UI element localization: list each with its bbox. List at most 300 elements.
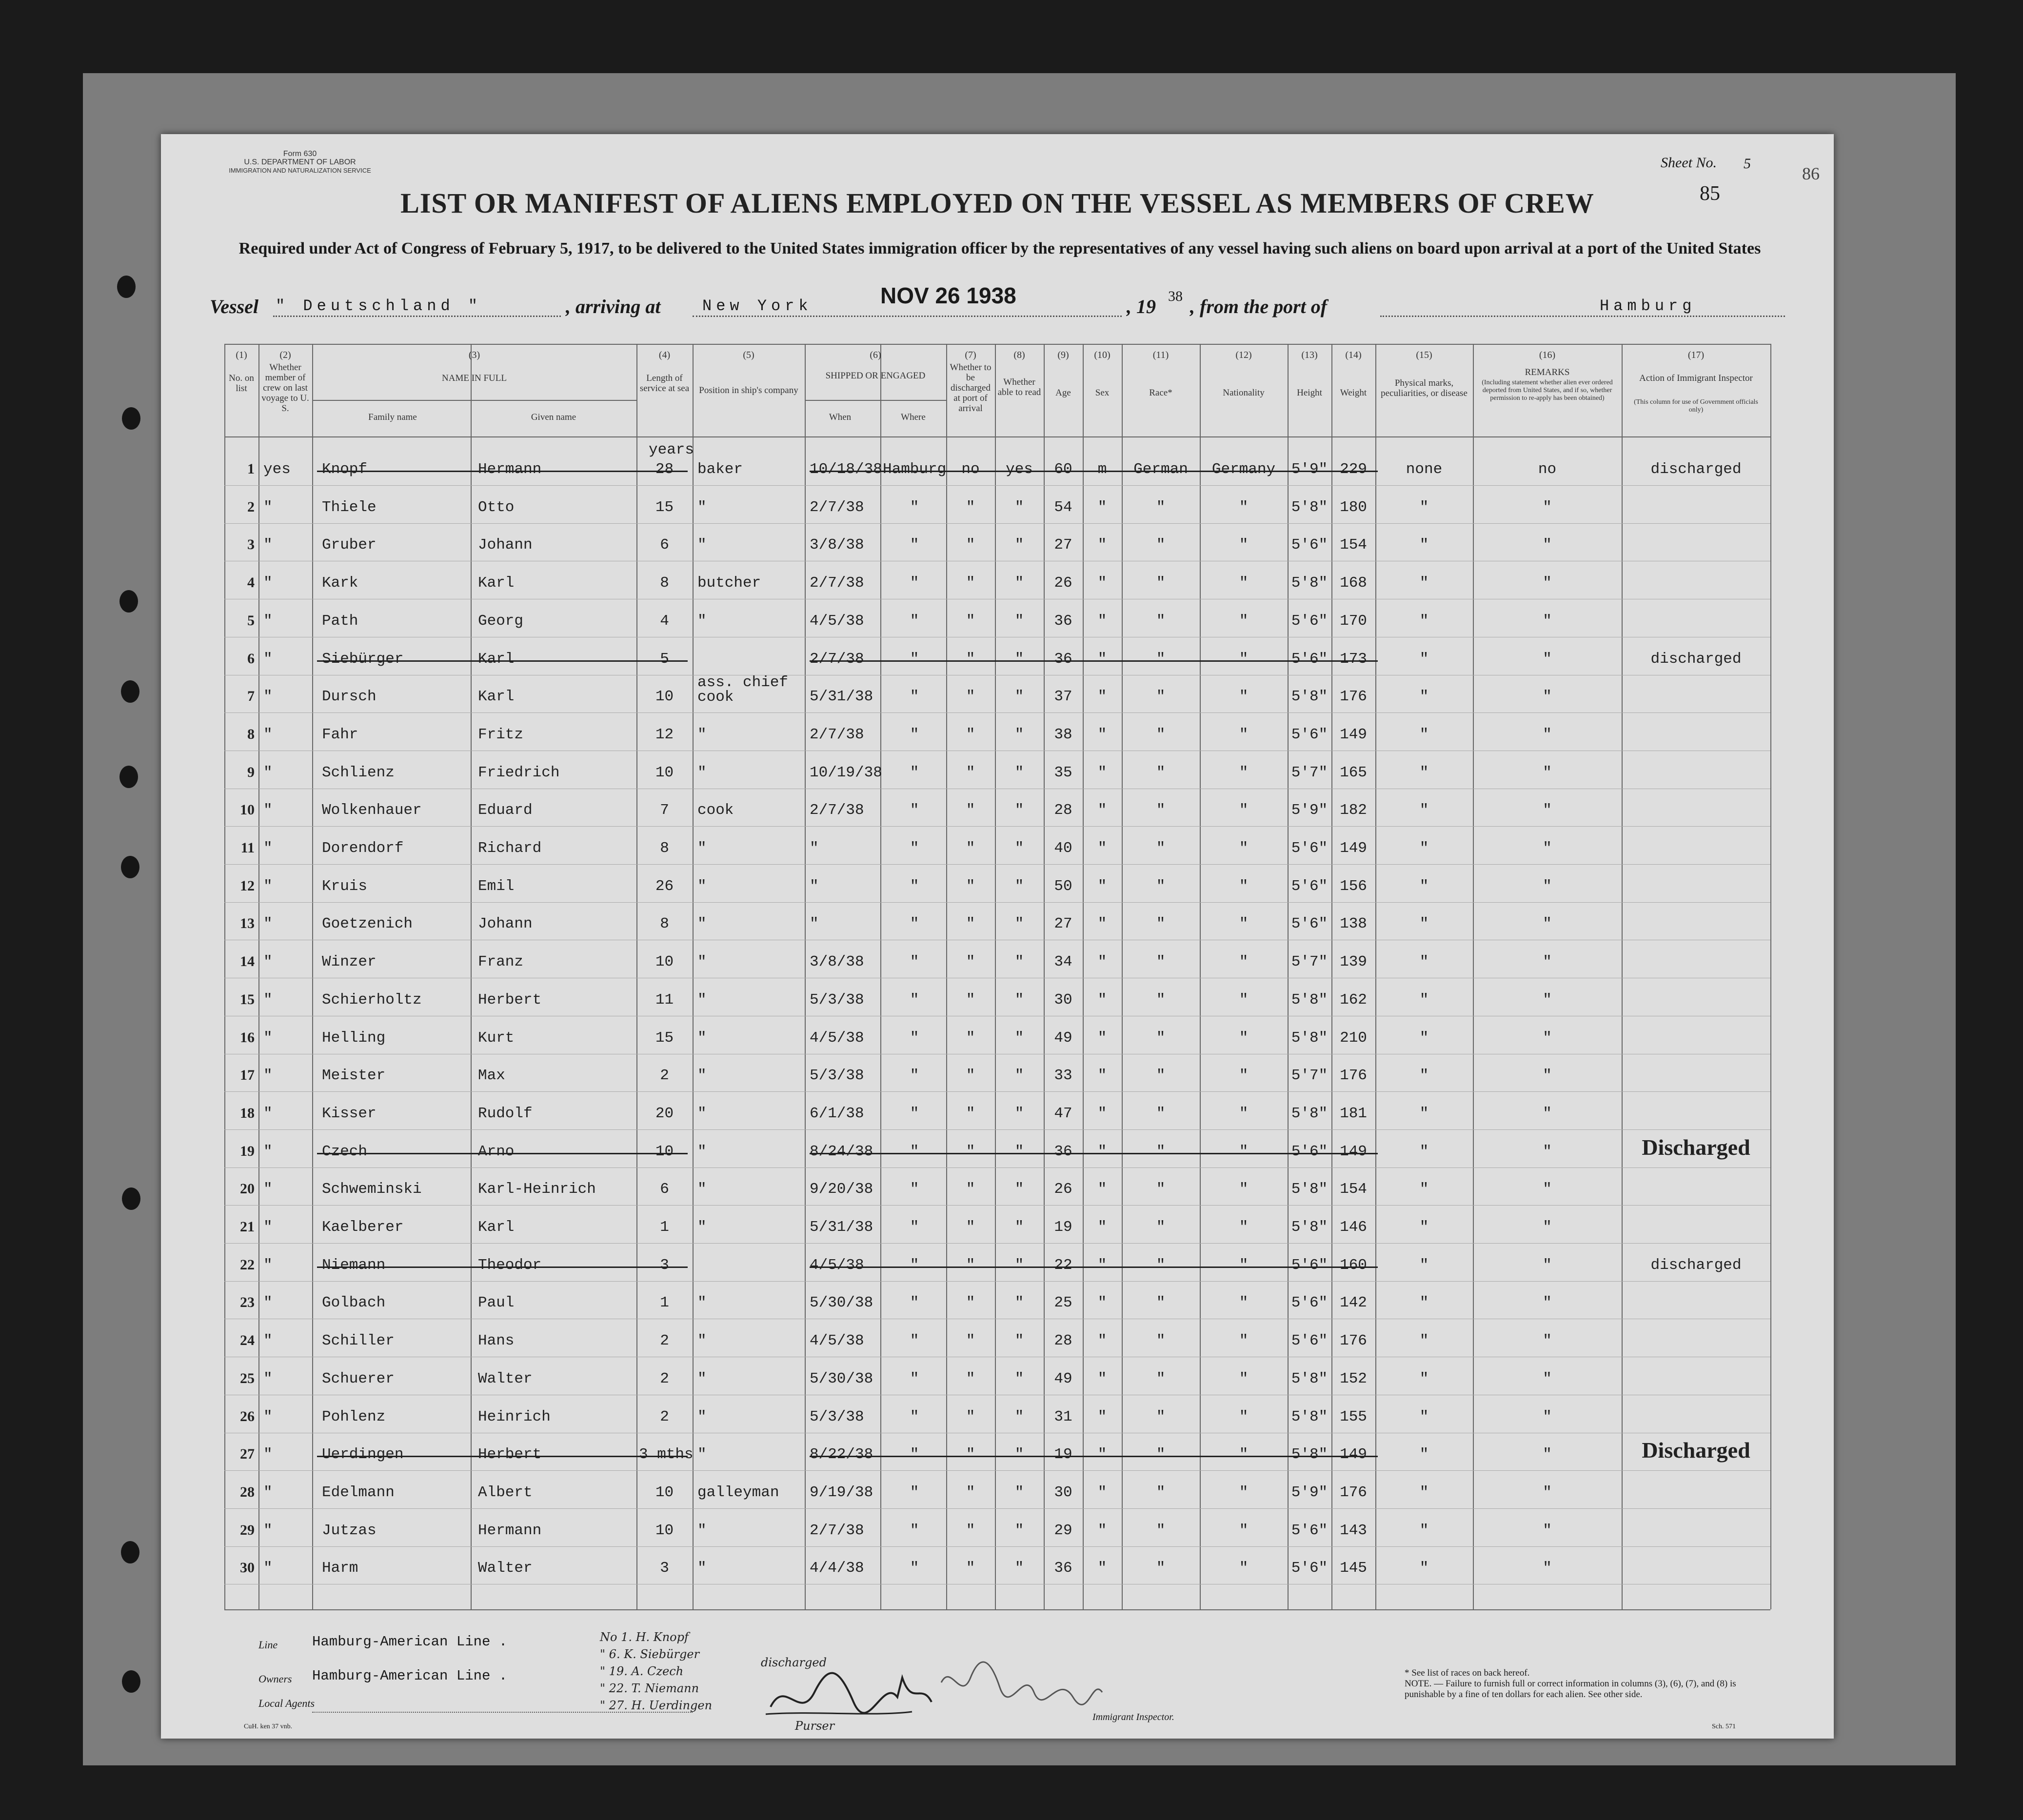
discharged-cell: ": [966, 1256, 975, 1274]
sex-cell: ": [1097, 915, 1107, 933]
discharged-cell: ": [966, 1522, 975, 1539]
height-cell: 5'9": [1291, 461, 1328, 478]
family-name-cell: Schiller: [322, 1332, 395, 1350]
nationality-cell: ": [1239, 764, 1249, 781]
age-cell: 36: [1054, 1560, 1072, 1577]
age-cell: 40: [1054, 840, 1072, 857]
able-read-cell: ": [1014, 764, 1024, 781]
nationality-cell: ": [1239, 1522, 1249, 1539]
shipped-where-cell: ": [910, 1560, 919, 1577]
weight-cell: 229: [1340, 461, 1367, 478]
race-cell: ": [1156, 498, 1166, 516]
header-position: Position in ship's company: [699, 385, 798, 396]
col-num: (17): [1687, 350, 1705, 360]
family-name-cell: Kisser: [322, 1105, 377, 1122]
given-name-cell: Karl: [478, 688, 515, 706]
given-name-cell: Johann: [478, 915, 533, 933]
shipped-where-cell: ": [910, 726, 919, 743]
height-cell: 5'8": [1291, 1029, 1328, 1047]
shipped-when-cell: ": [810, 840, 819, 857]
length-service-cell: 8: [660, 915, 669, 933]
able-read-cell: ": [1014, 536, 1024, 554]
sex-cell: ": [1097, 1408, 1107, 1425]
remarks-cell: ": [1543, 726, 1552, 743]
row-rule: [224, 1167, 1770, 1168]
nationality-cell: ": [1239, 802, 1249, 819]
length-service-cell: 1: [660, 1219, 669, 1236]
height-cell: 5'8": [1291, 1408, 1328, 1425]
remarks-cell: ": [1543, 802, 1552, 819]
nationality-cell: ": [1239, 1105, 1249, 1122]
nationality-cell: ": [1239, 1256, 1249, 1274]
discharge-notes: No 1. H. Knopf " 6. K. Siebürger " 19. A. Czech " 22. T. Niemann " 27. H. Uerdingen: [600, 1630, 713, 1712]
row-number: 12: [240, 877, 255, 894]
height-cell: 5'9": [1291, 802, 1328, 819]
binder-hole: [122, 1670, 140, 1693]
length-service-cell: 2: [660, 1370, 669, 1387]
family-name-cell: Dursch: [322, 688, 377, 706]
race-cell: ": [1156, 764, 1166, 781]
header-crew-last-voyage: Whether member of crew on last voyage to U. S.: [261, 362, 309, 414]
row-number: 27: [240, 1446, 255, 1463]
row-number: 9: [247, 764, 255, 780]
strike-through-line: [810, 660, 1378, 662]
family-name-cell: Uerdingen: [322, 1446, 404, 1464]
height-cell: 5'6": [1291, 1294, 1328, 1312]
discharged-cell: ": [966, 1294, 975, 1312]
row-number: 18: [240, 1105, 255, 1121]
binder-hole: [122, 1187, 140, 1210]
discharged-cell: ": [966, 915, 975, 933]
sex-cell: ": [1097, 1105, 1107, 1122]
physical-cell: ": [1419, 1143, 1429, 1160]
given-name-cell: Heinrich: [478, 1408, 551, 1425]
shipped-where-cell: ": [910, 1446, 919, 1464]
length-service-cell: 6: [660, 536, 669, 554]
remarks-cell: ": [1543, 1560, 1552, 1577]
physical-cell: ": [1419, 1029, 1429, 1047]
crew-last-voyage-cell: yes: [263, 461, 291, 478]
shipped-when-cell: 5/30/38: [810, 1370, 873, 1387]
crew-last-voyage-cell: ": [263, 1560, 273, 1577]
family-name-cell: Path: [322, 612, 358, 630]
header-length-service: Length of service at sea: [639, 373, 690, 394]
position-cell: ": [697, 1446, 707, 1464]
given-name-cell: Karl: [478, 1219, 515, 1236]
crew-last-voyage-cell: ": [263, 1219, 273, 1236]
given-name-cell: Kurt: [478, 1029, 515, 1047]
given-name-cell: Walter: [478, 1370, 533, 1387]
physical-cell: ": [1419, 953, 1429, 971]
crew-last-voyage-cell: ": [263, 877, 273, 895]
position-cell: ": [697, 536, 707, 554]
crew-last-voyage-cell: ": [263, 1143, 273, 1160]
family-name-cell: Fahr: [322, 726, 358, 743]
physical-cell: ": [1419, 915, 1429, 933]
position-cell: ": [697, 726, 707, 743]
given-name-cell: Richard: [478, 840, 542, 857]
physical-cell: ": [1419, 991, 1429, 1009]
shipped-where-cell: ": [910, 1332, 919, 1350]
crew-last-voyage-cell: ": [263, 1256, 273, 1274]
crew-last-voyage-cell: ": [263, 498, 273, 516]
strike-through-line: [317, 1456, 688, 1457]
length-service-cell: 10: [655, 764, 674, 781]
race-cell: ": [1156, 1370, 1166, 1387]
remarks-cell: ": [1543, 915, 1552, 933]
shipped-when-cell: ": [810, 915, 819, 933]
sex-cell: ": [1097, 840, 1107, 857]
family-name-cell: Edelmann: [322, 1484, 395, 1501]
length-service-cell: 10: [655, 953, 674, 971]
discharged-cell: ": [966, 802, 975, 819]
shipped-when-cell: 5/3/38: [810, 1067, 864, 1085]
race-cell: ": [1156, 840, 1166, 857]
able-read-cell: ": [1014, 1408, 1024, 1425]
age-cell: 19: [1054, 1219, 1072, 1236]
given-name-cell: Karl: [478, 574, 515, 592]
weight-cell: 176: [1340, 1332, 1367, 1350]
shipped-where-cell: ": [910, 1408, 919, 1425]
position-cell: ": [697, 1332, 707, 1350]
row-rule: [224, 1243, 1770, 1244]
family-name-cell: Czech: [322, 1143, 368, 1160]
strike-through-line: [810, 1266, 1378, 1268]
age-cell: 30: [1054, 991, 1072, 1009]
row-rule: [224, 1205, 1770, 1206]
age-cell: 33: [1054, 1067, 1072, 1085]
length-service-cell: 2: [660, 1332, 669, 1350]
from-label: , from the port of: [1190, 296, 1328, 317]
physical-cell: ": [1419, 1105, 1429, 1122]
race-cell: ": [1156, 991, 1166, 1009]
age-cell: 28: [1054, 802, 1072, 819]
year-label: , 19: [1127, 296, 1156, 317]
weight-cell: 176: [1340, 688, 1367, 706]
position-cell: ": [697, 764, 707, 781]
shipped-where-cell: ": [910, 1143, 919, 1160]
family-name-cell: Pohlenz: [322, 1408, 386, 1425]
crew-last-voyage-cell: ": [263, 650, 273, 668]
col-num: (3): [468, 350, 480, 360]
line-value: Hamburg-American Line .: [312, 1634, 508, 1650]
col-num: (6): [870, 350, 881, 360]
inspector-label: Immigrant Inspector.: [1092, 1712, 1174, 1722]
length-service-cell: 28: [655, 461, 674, 478]
discharged-cell: ": [966, 953, 975, 971]
physical-cell: ": [1419, 877, 1429, 895]
given-name-cell: Emil: [478, 877, 515, 895]
height-cell: 5'6": [1291, 536, 1328, 554]
family-name-cell: Jutzas: [322, 1522, 377, 1539]
shipped-where-cell: ": [910, 1219, 919, 1236]
position-cell: ": [697, 1105, 707, 1122]
col-num: (10): [1094, 350, 1111, 360]
sex-cell: ": [1097, 1446, 1107, 1464]
height-cell: 5'8": [1291, 574, 1328, 592]
shipped-where-cell: ": [910, 764, 919, 781]
race-cell: ": [1156, 612, 1166, 630]
height-cell: 5'7": [1291, 1067, 1328, 1085]
able-read-cell: ": [1014, 726, 1024, 743]
position-cell: baker: [697, 461, 743, 478]
nationality-cell: ": [1239, 991, 1249, 1009]
remarks-cell: ": [1543, 1143, 1552, 1160]
header-height: Height: [1297, 388, 1322, 398]
given-name-cell: Paul: [478, 1294, 515, 1312]
height-cell: 5'8": [1291, 688, 1328, 706]
purser-and-inspector-signatures: [756, 1648, 1107, 1726]
discharged-cell: ": [966, 1067, 975, 1085]
vessel-line: [210, 283, 1795, 324]
discharged-cell: ": [966, 1370, 975, 1387]
position-cell: cook: [697, 802, 734, 819]
length-service-cell: 12: [655, 726, 674, 743]
able-read-cell: ": [1014, 1029, 1024, 1047]
length-service-cell: 3: [660, 1256, 669, 1274]
header-sex: Sex: [1095, 388, 1110, 398]
family-name-cell: Wolkenhauer: [322, 802, 422, 819]
race-cell: ": [1156, 915, 1166, 933]
height-cell: 5'9": [1291, 1484, 1328, 1501]
crew-table: [224, 344, 1770, 1609]
sex-cell: ": [1097, 953, 1107, 971]
binder-hole: [122, 407, 140, 430]
sex-cell: ": [1097, 612, 1107, 630]
row-number: 30: [240, 1560, 255, 1576]
sex-cell: ": [1097, 536, 1107, 554]
family-name-cell: Schierholtz: [322, 991, 422, 1009]
physical-cell: ": [1419, 1484, 1429, 1501]
header-nationality: Nationality: [1223, 388, 1265, 398]
shipped-when-cell: 2/7/38: [810, 498, 864, 516]
col-num: (2): [279, 350, 291, 360]
given-name-cell: Hans: [478, 1332, 515, 1350]
age-cell: 49: [1054, 1029, 1072, 1047]
race-cell: ": [1156, 877, 1166, 895]
height-cell: 5'8": [1291, 1219, 1328, 1236]
able-read-cell: ": [1014, 1067, 1024, 1085]
family-name-cell: Winzer: [322, 953, 377, 971]
remarks-cell: ": [1543, 1408, 1552, 1425]
remarks-cell: ": [1543, 1370, 1552, 1387]
shipped-where-cell: ": [910, 1256, 919, 1274]
length-service-cell: 2: [660, 1067, 669, 1085]
age-cell: 27: [1054, 536, 1072, 554]
remarks-cell: ": [1543, 1522, 1552, 1539]
family-name-cell: Kruis: [322, 877, 368, 895]
row-rule: [224, 1546, 1770, 1547]
crew-last-voyage-cell: ": [263, 1029, 273, 1047]
remarks-cell: ": [1543, 764, 1552, 781]
discharged-cell: ": [966, 688, 975, 706]
shipped-when-cell: 5/30/38: [810, 1294, 873, 1312]
manifest-footer: [224, 1619, 1770, 1731]
able-read-cell: ": [1014, 1143, 1024, 1160]
race-cell: ": [1156, 1067, 1166, 1085]
position-cell: ": [697, 915, 707, 933]
weight-cell: 165: [1340, 764, 1367, 781]
discharged-cell: ": [966, 498, 975, 516]
agents-label: Local Agents: [258, 1697, 315, 1709]
remarks-cell: ": [1543, 1067, 1552, 1085]
origin-port: Hamburg: [1600, 297, 1696, 315]
discharged-cell: ": [966, 536, 975, 554]
row-rule: [224, 1508, 1770, 1509]
remarks-cell: ": [1543, 991, 1552, 1009]
sex-cell: m: [1097, 461, 1107, 478]
sheet-number: 5: [1744, 156, 1751, 172]
shipped-where-cell: ": [910, 1522, 919, 1539]
race-cell: ": [1156, 1219, 1166, 1236]
vessel-name: " Deutschland ": [276, 297, 482, 315]
shipped-when-cell: 5/3/38: [810, 991, 864, 1009]
shipped-when-cell: 2/7/38: [810, 726, 864, 743]
length-service-cell: 20: [655, 1105, 674, 1122]
sex-cell: ": [1097, 1522, 1107, 1539]
header-when: When: [829, 412, 852, 422]
discharged-cell: ": [966, 877, 975, 895]
position-cell: ": [697, 612, 707, 630]
shipped-when-cell: 4/5/38: [810, 1332, 864, 1350]
shipped-when-cell: 3/8/38: [810, 953, 864, 971]
crew-last-voyage-cell: ": [263, 574, 273, 592]
row-number: 20: [240, 1181, 255, 1197]
header-action-sub: (This column for use of Government officials only): [1634, 398, 1758, 414]
nationality-cell: ": [1239, 915, 1249, 933]
shipped-when-cell: 4/4/38: [810, 1560, 864, 1577]
race-cell: ": [1156, 726, 1166, 743]
shipped-when-cell: ": [810, 877, 819, 895]
crew-last-voyage-cell: ": [263, 802, 273, 819]
position-cell: ": [697, 1181, 707, 1198]
sex-cell: ": [1097, 688, 1107, 706]
action-cell: discharged: [1650, 461, 1742, 478]
row-rule: [224, 1281, 1770, 1282]
weight-cell: 181: [1340, 1105, 1367, 1122]
race-cell: ": [1156, 1181, 1166, 1198]
col-num: (12): [1235, 350, 1252, 360]
height-cell: 5'8": [1291, 1105, 1328, 1122]
position-cell: butcher: [697, 574, 761, 592]
form-code-right: Sch. 571: [1712, 1723, 1736, 1730]
remarks-cell: ": [1543, 1294, 1552, 1312]
row-rule: [224, 1129, 1770, 1130]
sex-cell: ": [1097, 1370, 1107, 1387]
remarks-cell: ": [1543, 840, 1552, 857]
age-cell: 35: [1054, 764, 1072, 781]
corner-number: 86: [1802, 164, 1820, 183]
discharged-cell: ": [966, 1484, 975, 1501]
age-cell: 47: [1054, 1105, 1072, 1122]
length-service-cell: 11: [655, 991, 674, 1009]
nationality-cell: ": [1239, 1560, 1249, 1577]
binder-hole: [121, 680, 139, 703]
year-value: 38: [1168, 288, 1183, 304]
crew-last-voyage-cell: ": [263, 764, 273, 781]
shipped-when-cell: 9/20/38: [810, 1181, 873, 1198]
given-name-cell: Herbert: [478, 991, 542, 1009]
weight-cell: 170: [1340, 612, 1367, 630]
footnote: * See list of races on back hereof. NOTE. — Failure to furnish full or correct information in columns (3), (6), (7), and (8) is punishable by a fine of ten dollars for each alien. See other side.: [1405, 1668, 1736, 1700]
weight-cell: 149: [1340, 1143, 1367, 1160]
position-cell: ": [697, 953, 707, 971]
strike-through-line: [810, 471, 1378, 472]
crew-last-voyage-cell: ": [263, 1484, 273, 1501]
weight-cell: 154: [1340, 1181, 1367, 1198]
physical-cell: ": [1419, 1408, 1429, 1425]
sex-cell: ": [1097, 802, 1107, 819]
race-cell: ": [1156, 688, 1166, 706]
family-name-cell: Helling: [322, 1029, 386, 1047]
weight-cell: 146: [1340, 1219, 1367, 1236]
given-name-cell: Franz: [478, 953, 524, 971]
remarks-cell: ": [1543, 1105, 1552, 1122]
row-rule: [224, 523, 1770, 524]
table-top-border: [224, 344, 1770, 345]
crew-last-voyage-cell: ": [263, 1294, 273, 1312]
age-cell: 30: [1054, 1484, 1072, 1501]
position-cell: ": [697, 991, 707, 1009]
physical-cell: ": [1419, 1522, 1429, 1539]
header-family-name: Family name: [368, 412, 417, 422]
row-number: 17: [240, 1067, 255, 1084]
remarks-cell: ": [1543, 1332, 1552, 1350]
crew-last-voyage-cell: ": [263, 1105, 273, 1122]
action-cell: Discharged: [1642, 1438, 1750, 1463]
height-cell: 5'6": [1291, 1256, 1328, 1274]
position-cell: ": [697, 877, 707, 895]
crew-last-voyage-cell: ": [263, 612, 273, 630]
shipped-where-cell: ": [910, 612, 919, 630]
length-service-cell: 10: [655, 1484, 674, 1501]
physical-cell: ": [1419, 498, 1429, 516]
sex-cell: ": [1097, 1029, 1107, 1047]
shipped-where-cell: ": [910, 1029, 919, 1047]
family-name-cell: Niemann: [322, 1256, 386, 1274]
length-service-cell: 15: [655, 498, 674, 516]
sex-cell: ": [1097, 1484, 1107, 1501]
position-cell: ": [697, 1294, 707, 1312]
sex-cell: ": [1097, 726, 1107, 743]
sex-cell: ": [1097, 1143, 1107, 1160]
row-number: 25: [240, 1370, 255, 1386]
physical-cell: ": [1419, 1446, 1429, 1464]
date-stamp: NOV 26 1938: [880, 283, 1016, 308]
physical-cell: ": [1419, 1256, 1429, 1274]
sex-cell: ": [1097, 877, 1107, 895]
strike-through-line: [317, 471, 688, 472]
row-number: 7: [247, 688, 255, 705]
length-service-cell: 10: [655, 1522, 674, 1539]
position-cell: ": [697, 1067, 707, 1085]
family-name-cell: Harm: [322, 1560, 358, 1577]
nationality-cell: ": [1239, 574, 1249, 592]
physical-cell: ": [1419, 840, 1429, 857]
able-read-cell: ": [1014, 1484, 1024, 1501]
header-race: Race*: [1149, 388, 1172, 398]
given-name-cell: Eduard: [478, 802, 533, 819]
family-name-cell: Siebürger: [322, 650, 404, 668]
discharged-cell: ": [966, 1446, 975, 1464]
binder-hole: [121, 856, 139, 878]
crew-last-voyage-cell: ": [263, 953, 273, 971]
row-number: 13: [240, 915, 255, 932]
nationality-cell: ": [1239, 1181, 1249, 1198]
row-number: 15: [240, 991, 255, 1008]
shipped-where-cell: ": [910, 498, 919, 516]
shipped-where-cell: ": [910, 840, 919, 857]
